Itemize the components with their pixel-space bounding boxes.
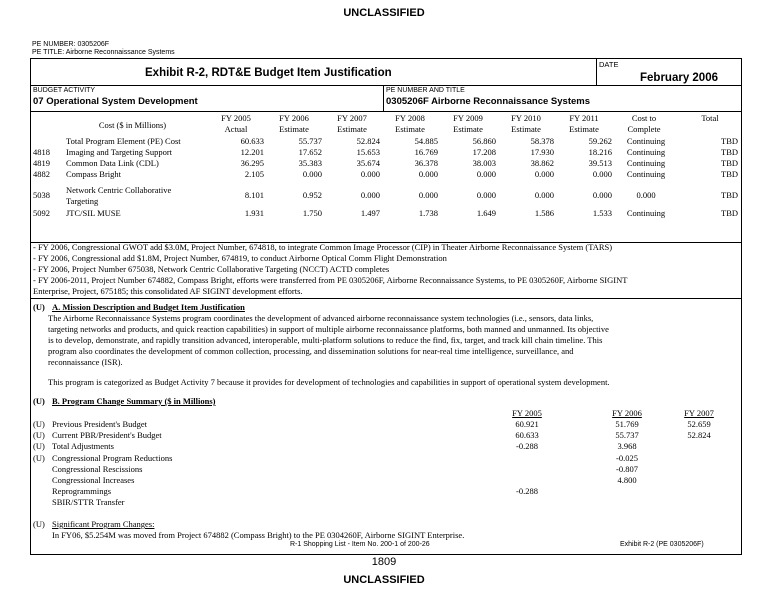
cost-value: 0.000 bbox=[302, 169, 322, 179]
pe-number-line: PE NUMBER: 0305206F bbox=[32, 41, 110, 48]
project-name: Network Centric Collaborative bbox=[66, 185, 172, 195]
cost-value: 18.216 bbox=[588, 147, 612, 157]
cost-value: 15.653 bbox=[356, 147, 380, 157]
section-a-line: program also coordinates the development of common collection, processing, and dissemination solutions for near-real time intelligence, surveillance, and bbox=[48, 346, 574, 356]
summary-label: Total Adjustments bbox=[52, 441, 114, 452]
cost-value: 35.674 bbox=[356, 158, 380, 168]
summary-label: SBIR/STTR Transfer bbox=[52, 497, 125, 508]
cost-value: 0.000 bbox=[418, 190, 438, 200]
cost-value: 59.262 bbox=[588, 136, 612, 146]
cost-value: 39.513 bbox=[588, 158, 612, 168]
section-a-line: reconnaissance (ISR). bbox=[48, 357, 123, 367]
col-header: FY 2006 Estimate bbox=[279, 113, 309, 134]
summary-marker: (U) bbox=[33, 452, 45, 463]
summary-value: 51.769 bbox=[615, 419, 639, 429]
summary-value: 55.737 bbox=[615, 430, 639, 441]
col-header: FY 2005 Actual bbox=[221, 113, 251, 134]
cost-value: 1.931 bbox=[244, 208, 264, 218]
project-name: Imaging and Targeting Support bbox=[66, 147, 173, 157]
pe-title-line: PE TITLE: Airborne Reconnaissance Systems bbox=[32, 49, 175, 56]
cost-value: 0.000 bbox=[534, 169, 554, 179]
summary-value: -0.288 bbox=[516, 441, 538, 452]
section-b-title: B. Program Change Summary ($ in Millions) bbox=[52, 396, 216, 406]
cost-value: 17.652 bbox=[298, 147, 322, 157]
summary-col-header: FY 2007 bbox=[684, 408, 714, 418]
cost-value: 0.000 bbox=[476, 169, 496, 179]
cost-value: 55.737 bbox=[298, 136, 322, 146]
col-header: FY 2008 Estimate bbox=[395, 113, 425, 134]
page-number: 1809 bbox=[371, 556, 397, 568]
cost-to-complete: Continuing bbox=[626, 208, 666, 218]
summary-value: 52.824 bbox=[687, 430, 711, 441]
total-value: TBD bbox=[721, 147, 738, 157]
total-value: TBD bbox=[721, 190, 738, 200]
summary-label: Congressional Program Reductions bbox=[52, 452, 173, 463]
cost-value: 0.000 bbox=[476, 190, 496, 200]
cost-value: 0.952 bbox=[302, 190, 322, 200]
project-name: Compass Bright bbox=[66, 169, 122, 179]
top-classification: UNCLASSIFIED bbox=[343, 7, 425, 19]
cost-to-complete: Continuing bbox=[626, 169, 666, 179]
cost-value: 17.930 bbox=[530, 147, 554, 157]
summary-value: 52.659 bbox=[687, 419, 711, 429]
col-header: FY 2011 Estimate bbox=[569, 113, 599, 134]
project-name: JTC/SIL MUSE bbox=[66, 208, 121, 218]
note-line: - FY 2006, Congressional GWOT add $3.0M, Project Number, 674818, to integrate Common Image Processor (CIP) in Theater Airborne Reconnaissance System (TARS) bbox=[33, 242, 613, 252]
cost-value: 1.533 bbox=[592, 208, 612, 218]
project-code: 5038 bbox=[33, 190, 50, 200]
total-value: TBD bbox=[721, 169, 738, 179]
cost-value: 17.208 bbox=[472, 147, 496, 157]
cost-to-complete: Continuing bbox=[626, 147, 666, 157]
cost-value: 1.738 bbox=[418, 208, 438, 218]
summary-marker: (U) bbox=[33, 419, 45, 429]
sig-changes-text: In FY06, $5.254M was moved from Project 674882 (Compass Bright) to the PE 0304260F, Airborne SIGINT Enterprise. bbox=[52, 530, 465, 540]
note-line: - FY 2006, Project Number 675038, Network Centric Collaborative Targeting (NCCT) ACTD completes bbox=[33, 264, 390, 274]
project-code: 5092 bbox=[33, 208, 50, 218]
cost-to-complete: Continuing bbox=[626, 136, 666, 146]
col-header: Cost to Complete bbox=[627, 113, 661, 134]
summary-value: 4.800 bbox=[617, 475, 637, 485]
cost-value: 0.000 bbox=[592, 190, 612, 200]
summary-label: Congressional Increases bbox=[52, 475, 135, 485]
section-a-title: A. Mission Description and Budget Item Justification bbox=[52, 302, 245, 312]
cost-value: 0.000 bbox=[592, 169, 612, 179]
cost-value: 0.000 bbox=[418, 169, 438, 179]
section-divider bbox=[30, 298, 742, 299]
summary-label: Reprogrammings bbox=[52, 486, 112, 497]
note-line: - FY 2006, Congressional add $1.8M, Project Number, 674819, to conduct Airborne Optical Comm Flight Demonstration bbox=[33, 253, 447, 263]
summary-value: -0.025 bbox=[616, 452, 638, 463]
project-name-cont: Targeting bbox=[66, 196, 99, 206]
section-a-line: The Airborne Reconnaissance Systems program coordinates the development of advanced airborne reconnaissance system technologies (i.e., sensors, data links, bbox=[48, 313, 594, 323]
bottom-classification: UNCLASSIFIED bbox=[343, 574, 425, 586]
summary-col-header: FY 2005 bbox=[512, 408, 542, 418]
cost-value: 12.201 bbox=[240, 147, 264, 157]
cost-value: 0.000 bbox=[360, 190, 380, 200]
cost-value: 1.586 bbox=[534, 208, 554, 218]
project-name: Common Data Link (CDL) bbox=[66, 158, 159, 168]
note-line: Enterprise, Project, 675185; this consolidated AF SIGINT development efforts. bbox=[33, 286, 303, 296]
summary-label: Congressional Rescissions bbox=[52, 463, 143, 474]
project-name: Total Program Element (PE) Cost bbox=[66, 136, 181, 146]
col-header: FY 2010 Estimate bbox=[511, 113, 541, 134]
project-code: 4882 bbox=[33, 169, 50, 179]
col-header: FY 2007 Estimate bbox=[337, 113, 367, 134]
cost-value: 0.000 bbox=[360, 169, 380, 179]
cost-value: 36.378 bbox=[414, 158, 438, 168]
cost-value: 36.295 bbox=[240, 158, 264, 168]
sig-changes-title: Significant Program Changes: bbox=[52, 519, 155, 529]
section-a-line: is to develop, demonstrate, and rapidly transition advanced, interoperable, multi-platform solutions to reduce the find, fix, target, and track kill chain timeline. This bbox=[48, 335, 603, 345]
cost-value: 35.383 bbox=[298, 158, 322, 168]
pe-number-title-label: PE NUMBER AND TITLE bbox=[386, 87, 465, 94]
project-code: 4819 bbox=[33, 158, 50, 168]
cost-to-complete: Continuing bbox=[626, 158, 666, 168]
summary-value: 60.633 bbox=[515, 430, 539, 441]
cost-value: 54.885 bbox=[414, 136, 438, 146]
pe-number-title-value: 0305206F Airborne Reconnaissance Systems bbox=[386, 96, 590, 107]
section-a-marker: (U) bbox=[33, 302, 45, 312]
cost-value: 1.649 bbox=[476, 208, 496, 218]
summary-marker: (U) bbox=[33, 441, 45, 452]
summary-value: -0.807 bbox=[616, 463, 638, 474]
exhibit-title: Exhibit R-2, RDT&E Budget Item Justification bbox=[145, 67, 392, 79]
summary-value: -0.288 bbox=[516, 486, 538, 497]
cost-value: 60.633 bbox=[240, 136, 264, 146]
budget-activity-label: BUDGET ACTIVITY bbox=[33, 87, 96, 94]
total-value: TBD bbox=[721, 158, 738, 168]
col-header: FY 2009 Estimate bbox=[453, 113, 483, 134]
total-value: TBD bbox=[721, 136, 738, 146]
cost-value: 1.497 bbox=[360, 208, 380, 218]
sig-changes-marker: (U) bbox=[33, 519, 45, 529]
budget-activity-value: 07 Operational System Development bbox=[33, 96, 198, 107]
summary-label: Previous President's Budget bbox=[52, 419, 148, 429]
summary-marker: (U) bbox=[33, 430, 45, 441]
cost-value: 38.003 bbox=[472, 158, 496, 168]
summary-col-header: FY 2006 bbox=[612, 408, 642, 418]
cost-value: 1.750 bbox=[302, 208, 322, 218]
cost-header: Cost ($ in Millions) bbox=[98, 120, 167, 130]
summary-value: 60.921 bbox=[515, 419, 539, 429]
cost-value: 2.105 bbox=[244, 169, 264, 179]
project-code: 4818 bbox=[33, 147, 50, 157]
date-label: DATE bbox=[599, 60, 619, 69]
date-value: February 2006 bbox=[640, 72, 718, 84]
cost-value: 56.860 bbox=[472, 136, 496, 146]
cost-value: 0.000 bbox=[534, 190, 554, 200]
footer-shopping-list: R-1 Shopping List - Item No. 200-1 of 200-26 bbox=[290, 541, 430, 548]
section-a-line: targeting networks and products, and quick reaction capabilities) in support of multiple airborne reconnaissance platforms, both manned and unmanned. Its objective bbox=[48, 324, 609, 334]
summary-value: 3.968 bbox=[617, 441, 637, 452]
total-value: TBD bbox=[721, 208, 738, 218]
cost-value: 58.378 bbox=[530, 136, 554, 146]
budget-activity-note: This program is categorized as Budget Activity 7 because it provides for development of technologies and capabilities in support of operational system development. bbox=[48, 377, 610, 387]
section-b-marker: (U) bbox=[33, 396, 45, 406]
summary-label: Current PBR/President's Budget bbox=[52, 430, 162, 441]
cost-value: 38.862 bbox=[530, 158, 554, 168]
cost-to-complete: 0.000 bbox=[636, 190, 656, 200]
note-line: - FY 2006-2011, Project Number 674882, Compass Bright, efforts were transferred from PE 0305206F, Airborne Reconnaissance Systems, to PE 0305260F, Airborne SIGINT bbox=[33, 275, 628, 285]
col-header: Total bbox=[701, 113, 719, 123]
footer-exhibit-ref: Exhibit R-2 (PE 0305206F) bbox=[620, 541, 704, 548]
cost-value: 8.101 bbox=[244, 190, 264, 200]
cost-value: 52.824 bbox=[356, 136, 380, 146]
cost-value: 16.769 bbox=[414, 147, 438, 157]
